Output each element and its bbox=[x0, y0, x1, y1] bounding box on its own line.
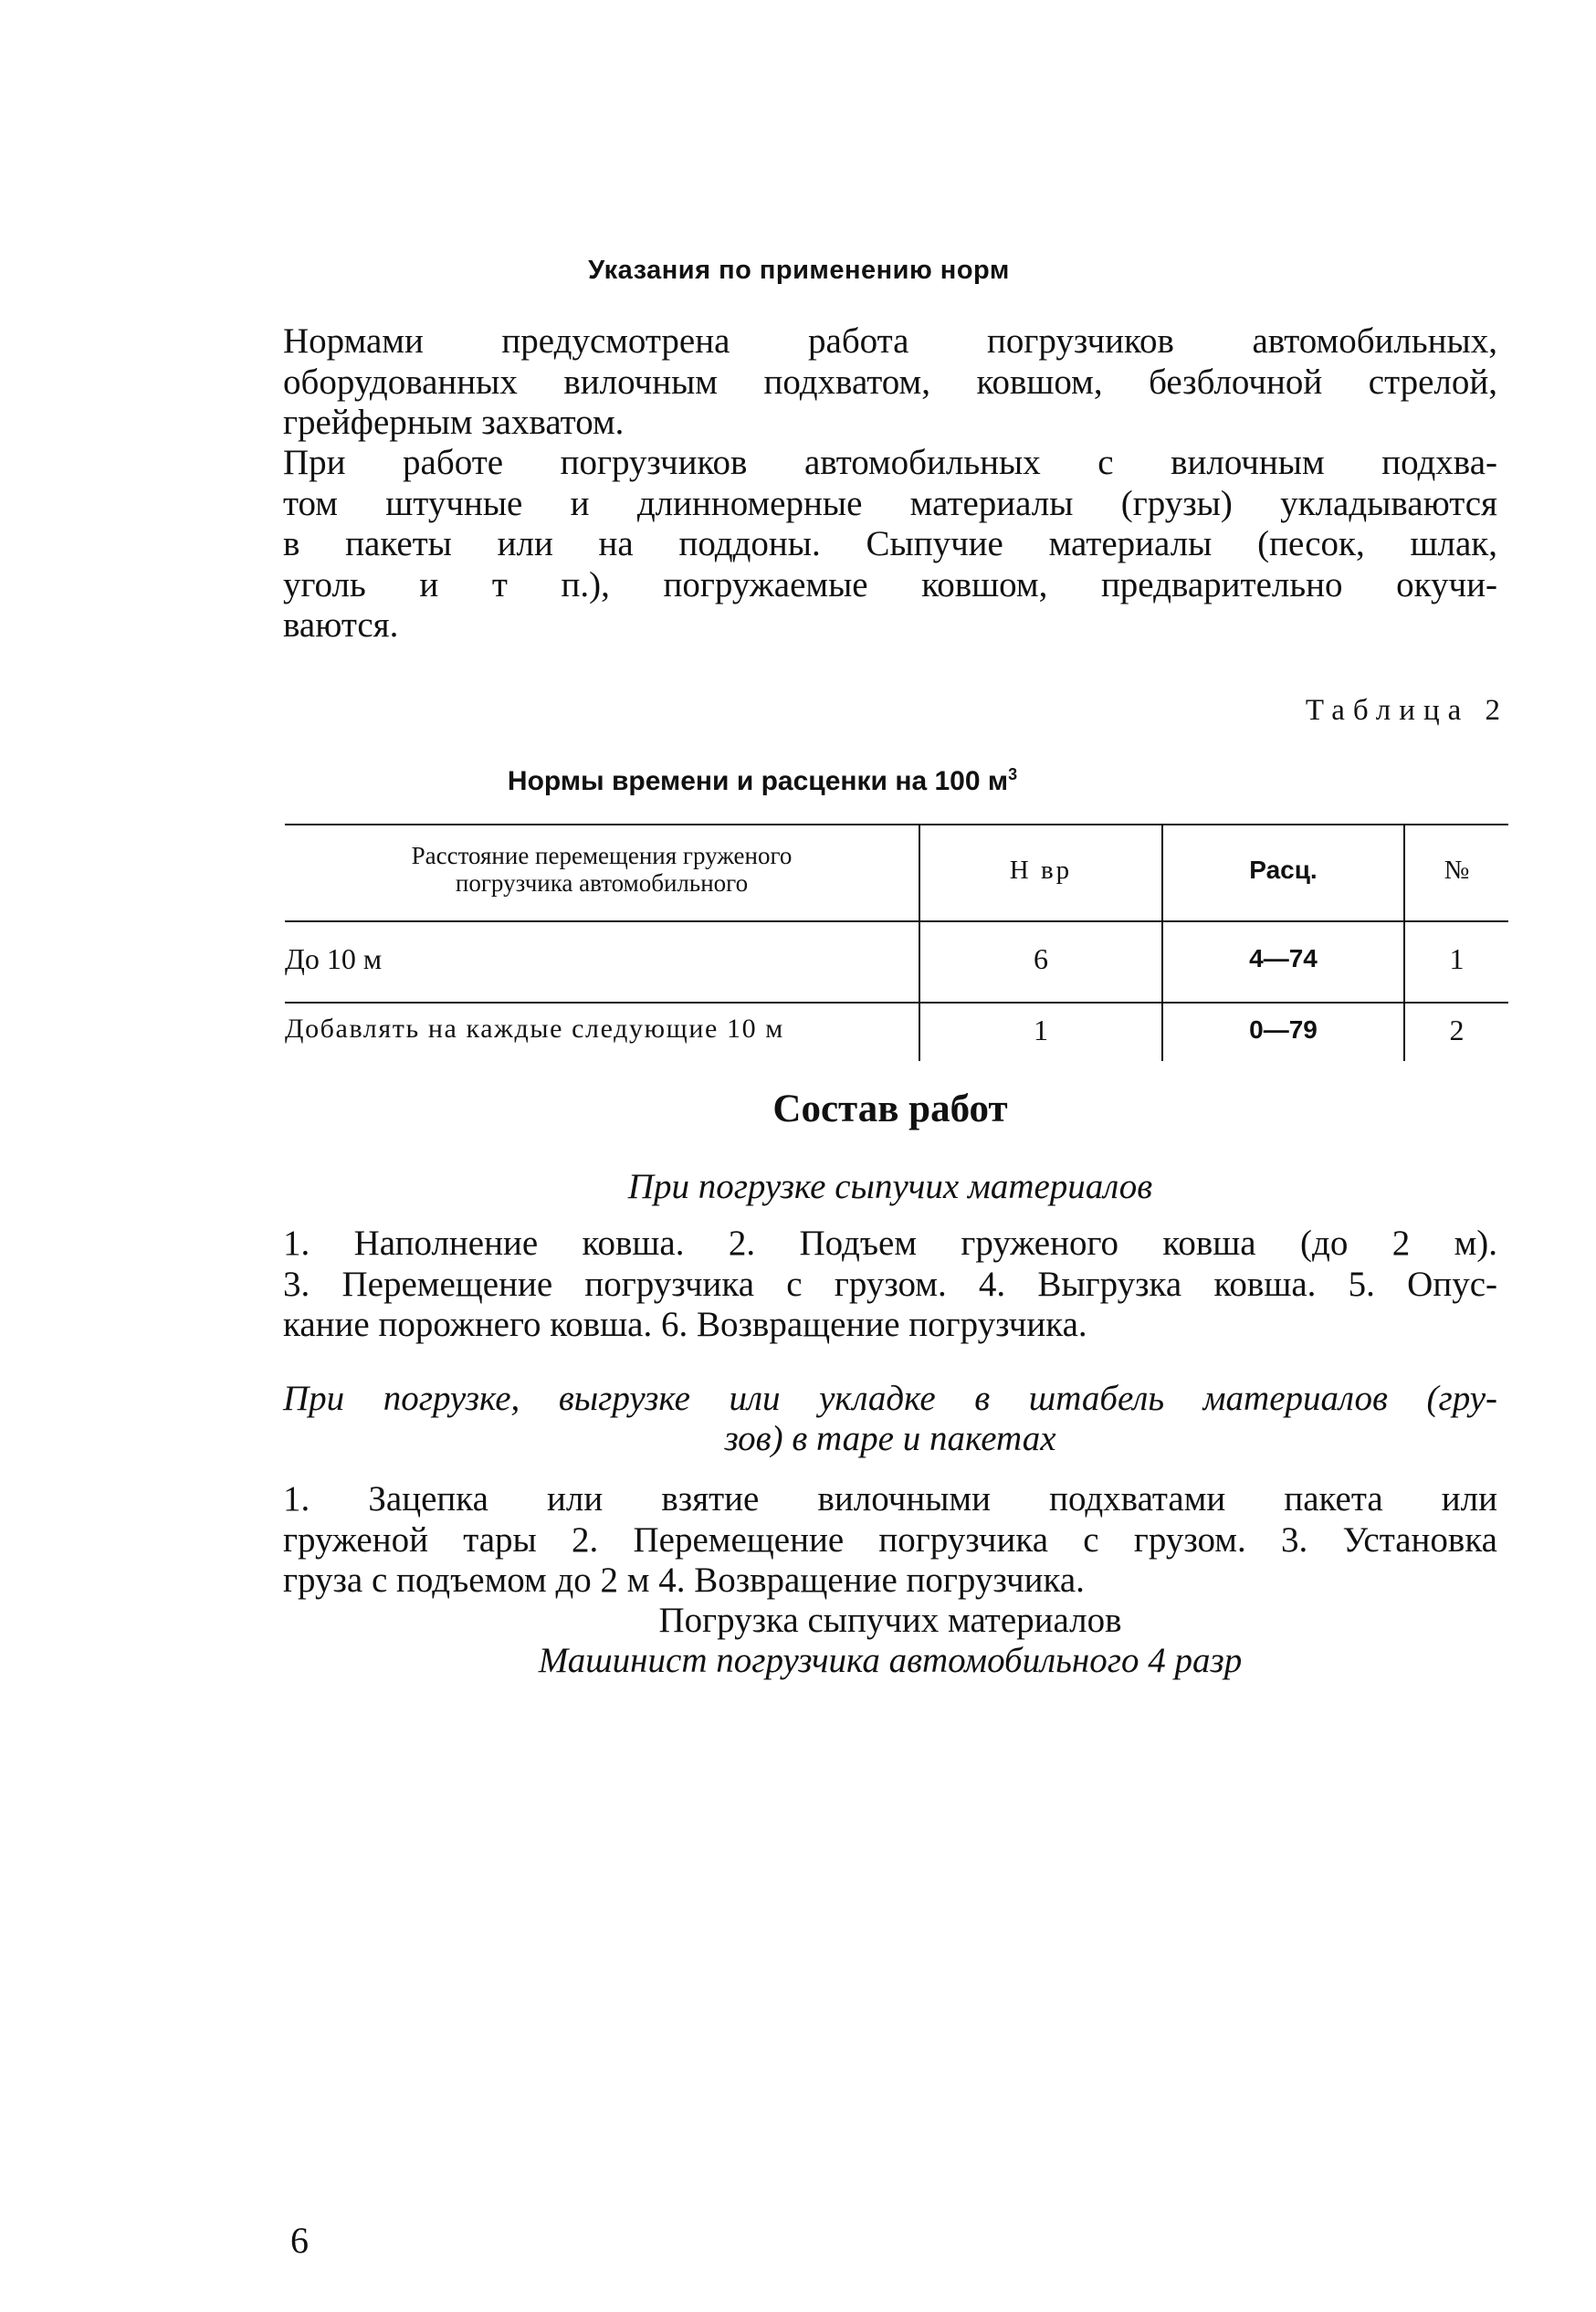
table-title bbox=[283, 765, 1242, 797]
loose-loading-title: При погрузке сыпучих материалов bbox=[627, 1167, 1153, 1206]
row-1-number: 1 bbox=[1449, 942, 1465, 975]
table-title-text: Нормы времени и расценки на 100 м bbox=[507, 766, 1009, 796]
paragraph-line: оборудованных вилочным подхватом, ковшом, безблочной стрелой, bbox=[283, 362, 1497, 402]
header-rate: Расц. bbox=[1249, 856, 1318, 884]
row-2-number: 2 bbox=[1449, 1014, 1465, 1046]
header-distance-line: Расстояние перемещения груженого bbox=[411, 842, 793, 869]
guidelines-heading: Указания по применению норм bbox=[588, 256, 1010, 285]
packaged-loading-title bbox=[283, 1379, 1497, 1459]
row-2-norm: 1 bbox=[1034, 1014, 1048, 1046]
header-norm: Н вр bbox=[1009, 856, 1073, 885]
step-line: кание порожнего ковша. 6. Возвращение погрузчика. bbox=[283, 1305, 1087, 1344]
paragraph-line: уголь и т п.), погружаемые ковшом, предварительно окучи- bbox=[283, 564, 1497, 604]
paragraph-1 bbox=[283, 321, 1497, 444]
header-distance-line: погрузчика автомобильного bbox=[455, 869, 749, 897]
paragraph-line: ваются. bbox=[283, 605, 399, 645]
sub-heading: Погрузка сыпучих материалов bbox=[658, 1601, 1122, 1640]
row-1-rate: 4—74 bbox=[1249, 944, 1318, 972]
step-line: 1. Зацепка или взятие вилочными подхватами пакета или bbox=[283, 1479, 1497, 1519]
loose-loading-steps bbox=[283, 1224, 1497, 1346]
paragraph-line: грейферным захватом. bbox=[283, 403, 625, 442]
worker-line: Машинист погрузчика автомобильного 4 разр bbox=[538, 1641, 1243, 1680]
step-line: груза с подъемом до 2 м 4. Возвращение погрузчика. bbox=[283, 1561, 1085, 1600]
paragraph-line: в пакеты или на поддоны. Сыпучие материалы (песок, шлак, bbox=[283, 524, 1497, 563]
step-line: 3. Перемещение погрузчика с грузом. 4. Выгрузка ковша. 5. Опус- bbox=[283, 1264, 1497, 1304]
paragraph-line: При работе погрузчиков автомобильных с вилочным подхва- bbox=[283, 443, 1497, 482]
paragraph-line: Нормами предусмотрена работа погрузчиков автомобильных, bbox=[283, 321, 1497, 361]
step-line: 1. Наполнение ковша. 2. Подъем груженого ковша (до 2 м). bbox=[283, 1224, 1497, 1263]
page-number: 6 bbox=[290, 2220, 309, 2261]
table-header-rule bbox=[285, 920, 1508, 922]
title-line: зов) в таре и пакетах bbox=[724, 1419, 1056, 1458]
paragraph-line: том штучные и длинномерные материалы (грузы) укладываются bbox=[283, 483, 1497, 523]
work-composition-title: Состав работ bbox=[772, 1088, 1008, 1130]
row-2-rate: 0—79 bbox=[1249, 1015, 1318, 1044]
paragraph-2 bbox=[283, 443, 1497, 646]
header-distance bbox=[285, 842, 919, 897]
table-title-superscript: 3 bbox=[1008, 765, 1018, 783]
row-1-norm: 6 bbox=[1034, 942, 1048, 975]
table-label: Таблица 2 bbox=[1305, 694, 1508, 727]
step-line: груженой тары 2. Перемещение погрузчика с грузом. 3. Установка bbox=[283, 1519, 1497, 1560]
title-line: При погрузке, выгрузке или укладке в штабель материалов (гру- bbox=[283, 1379, 1497, 1418]
table-row-rule bbox=[285, 1002, 1508, 1004]
packaged-loading-steps bbox=[283, 1479, 1497, 1602]
header-number: № bbox=[1444, 856, 1470, 885]
row-2-distance: Добавлять на каждые следующие 10 м bbox=[285, 1014, 784, 1044]
row-1-distance: До 10 м bbox=[285, 942, 383, 975]
table-top-rule bbox=[285, 824, 1508, 825]
